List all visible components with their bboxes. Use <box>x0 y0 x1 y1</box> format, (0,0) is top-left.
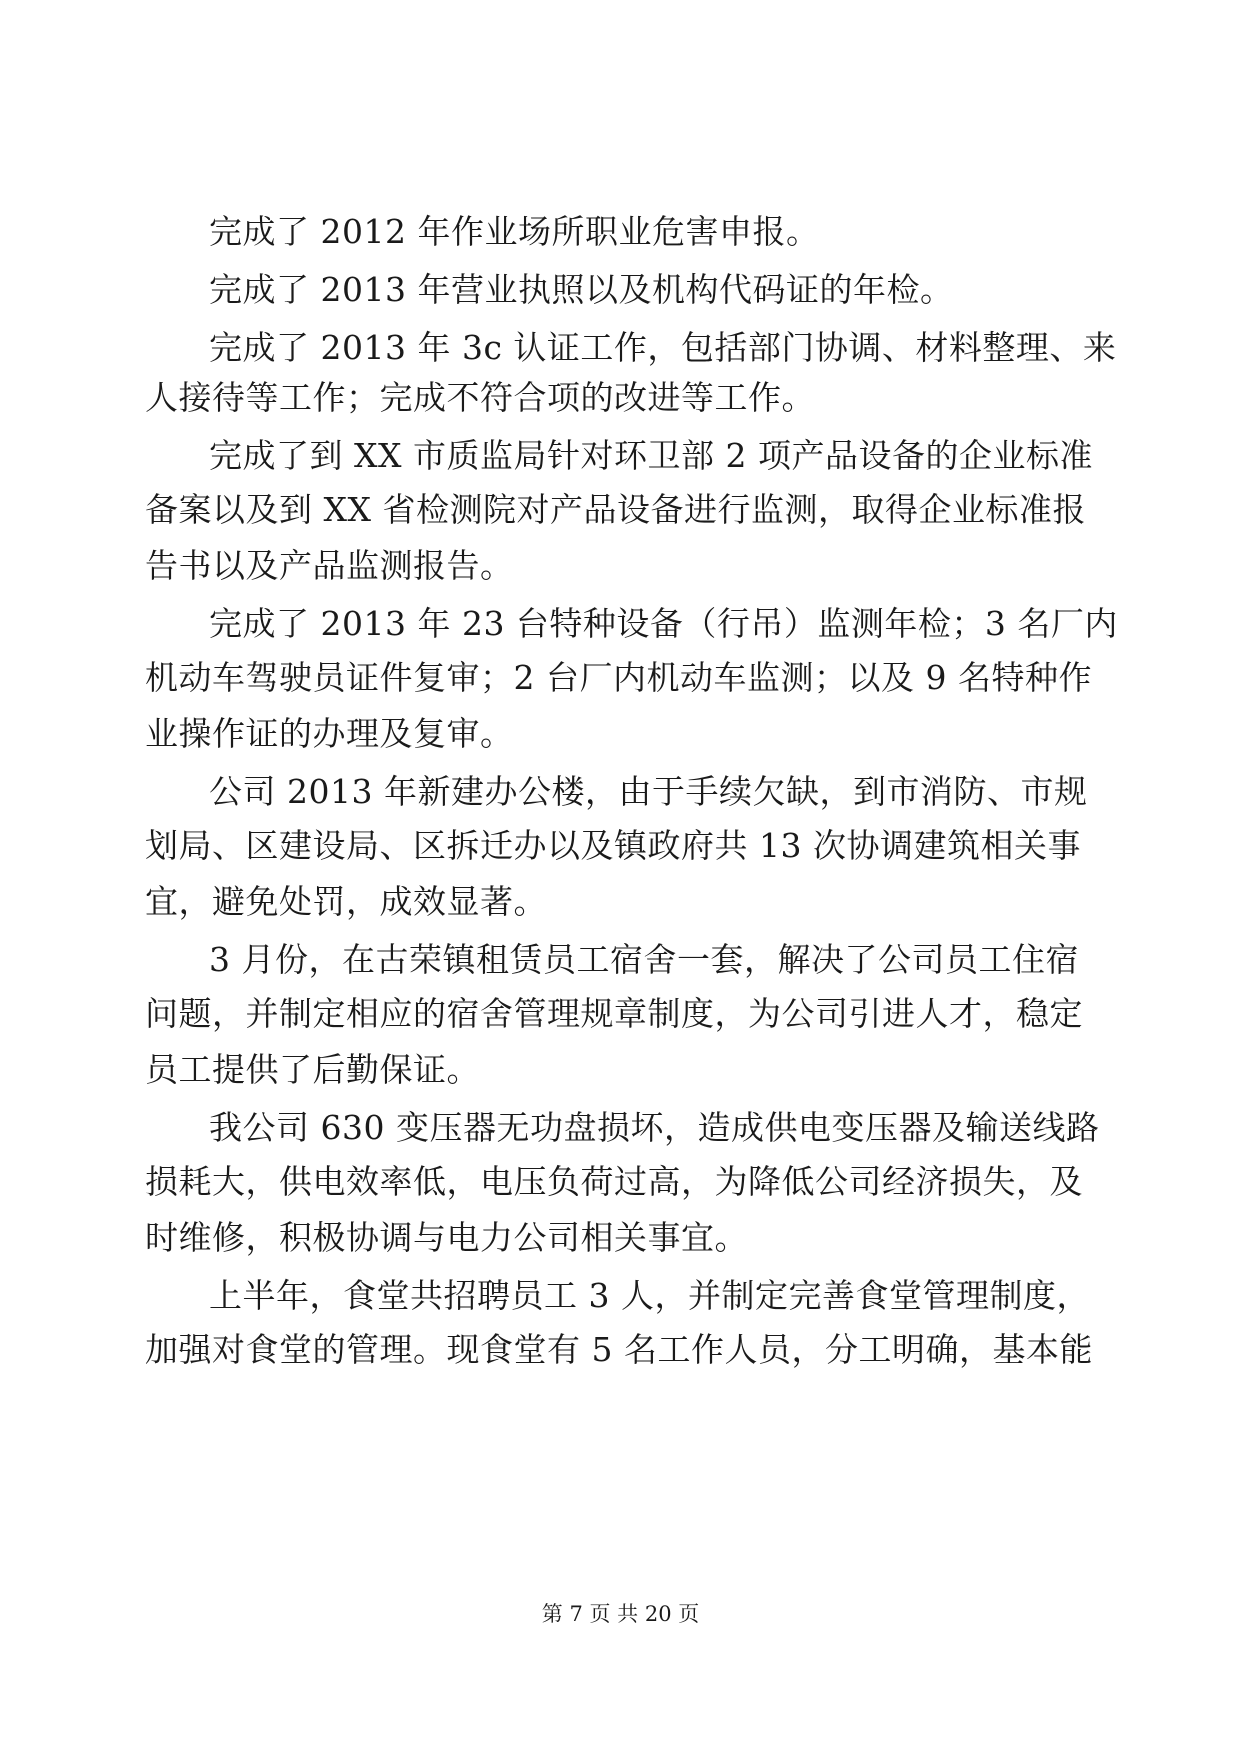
page-footer: 第 7 页 共 20 页 <box>541 1602 700 1626</box>
text-line-content: 完成了到 XX 市质监局针对环卫部 2 项产品设备的企业标准 <box>209 436 1093 475</box>
text-line-content: 问题，并制定相应的宿舍管理规章制度，为公司引进人才，稳定 <box>145 994 1083 1033</box>
text-line <box>0 262 1241 318</box>
text-line <box>0 596 1241 652</box>
text-line <box>0 482 1241 538</box>
text-line <box>0 874 1241 930</box>
text-line <box>0 818 1241 874</box>
text-line-content: 宜，避免处罚，成效显著。 <box>145 882 547 921</box>
text-line <box>0 650 1241 706</box>
text-line-content: 业操作证的办理及复审。 <box>145 714 514 753</box>
text-line <box>0 1322 1241 1378</box>
text-line-content: 完成了 2013 年 3c 认证工作，包括部门协调、材料整理、来 <box>209 328 1117 367</box>
text-line-content: 上半年，食堂共招聘员工 3 人，并制定完善食堂管理制度， <box>209 1276 1090 1315</box>
text-line-content: 员工提供了后勤保证。 <box>145 1050 480 1089</box>
text-line <box>0 1210 1241 1266</box>
text-line-content: 我公司 630 变压器无功盘损坏，造成供电变压器及输送线路 <box>209 1108 1100 1147</box>
text-line <box>0 204 1241 260</box>
text-line-content: 损耗大，供电效率低，电压负荷过高，为降低公司经济损失，及 <box>145 1162 1083 1201</box>
text-line-content: 时维修，积极协调与电力公司相关事宜。 <box>145 1218 748 1257</box>
text-line-content: 完成了 2012 年作业场所职业危害申报。 <box>209 212 820 251</box>
text-line-content: 告书以及产品监测报告。 <box>145 546 514 585</box>
text-line <box>0 986 1241 1042</box>
text-line <box>0 428 1241 484</box>
text-line <box>0 764 1241 820</box>
text-line-content: 公司 2013 年新建办公楼，由于手续欠缺，到市消防、市规 <box>209 772 1088 811</box>
text-line <box>0 1154 1241 1210</box>
text-line-content: 划局、区建设局、区拆迁办以及镇政府共 13 次协调建筑相关事 <box>145 826 1081 865</box>
text-line <box>0 1268 1241 1324</box>
text-line <box>0 1100 1241 1156</box>
text-line <box>0 538 1241 594</box>
text-line-content: 加强对食堂的管理。现食堂有 5 名工作人员，分工明确，基本能 <box>145 1330 1093 1369</box>
text-line-content: 完成了 2013 年营业执照以及机构代码证的年检。 <box>209 270 954 309</box>
text-line-content: 3 月份，在古荣镇租赁员工宿舍一套，解决了公司员工住宿 <box>209 940 1079 979</box>
text-line-content: 机动车驾驶员证件复审；2 台厂内机动车监测；以及 9 名特种作 <box>145 658 1092 697</box>
text-line <box>0 706 1241 762</box>
text-line <box>0 370 1241 426</box>
text-line-content: 人接待等工作；完成不符合项的改进等工作。 <box>145 378 815 417</box>
text-line <box>0 320 1241 376</box>
text-line <box>0 932 1241 988</box>
text-line-content: 备案以及到 XX 省检测院对产品设备进行监测，取得企业标准报 <box>145 490 1086 529</box>
text-line-content: 完成了 2013 年 23 台特种设备（行吊）监测年检；3 名厂内 <box>209 604 1118 643</box>
text-line <box>0 1042 1241 1098</box>
